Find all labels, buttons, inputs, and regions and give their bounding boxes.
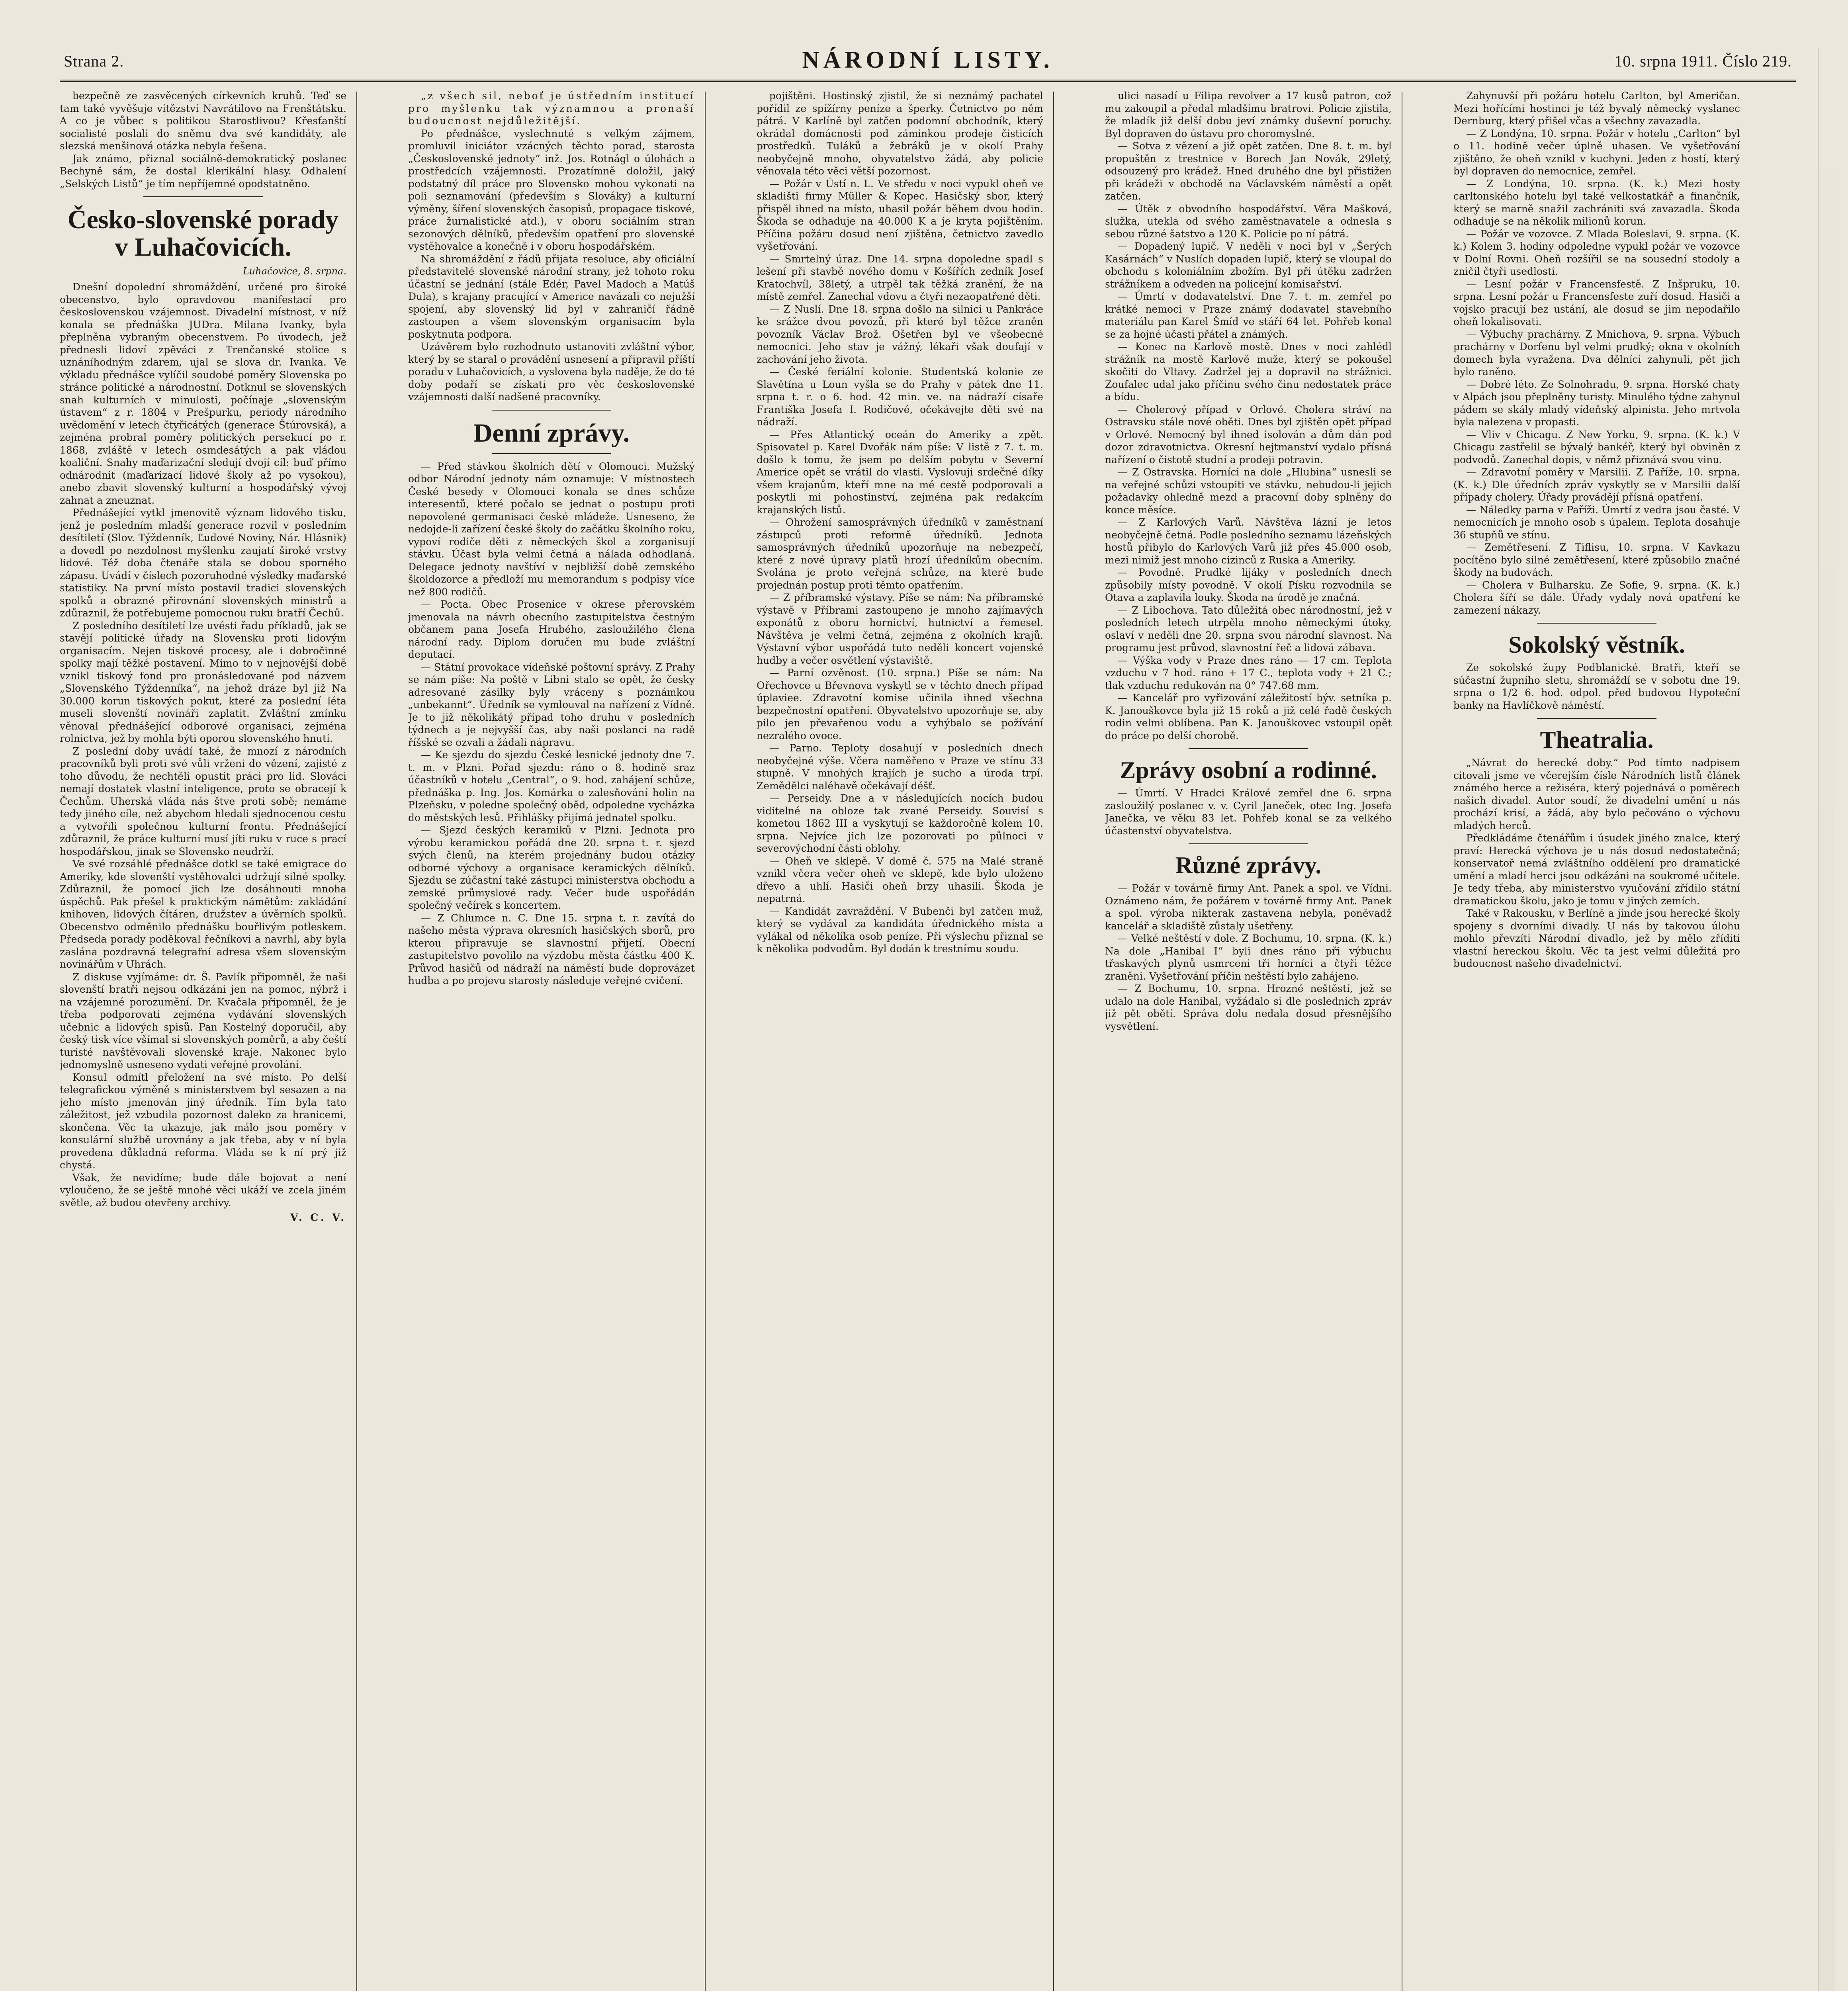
- news-item: — Dobré léto. Ze Solnohradu, 9. srpna. Horské chaty v Alpách jsou přeplněny turisty. Minulého týdne zahynul pádem se skály mladý vídeňský alpinista. Jeho mrtvola byla nalezena v propasti.: [1453, 378, 1740, 428]
- news-item: — Parno. Teploty dosahují v posledních dnech neobyčejné výše. Včera naměřeno v Praze ve stínu 33 stupně. V mnohých krajích je sucho a úroda trpí. Zemědělci naléhavě očekávají déšť.: [757, 742, 1043, 792]
- news-item: — Z Bochumu, 10. srpna. Hrozné neštěstí, jež se udalo na dole Hanibal, vyžádalo si dle posledních zpráv již pět obětí. Správa dolu nedala dosud přesnějšího vysvětlení.: [1105, 983, 1392, 1032]
- news-item: — Dopadený lupič. V neděli v noci byl v „Šerých Kasárnách“ v Nuslích dopaden lupič, který se vloupal do obchodu s koloniálním zbožím. Byl při útěku zadržen strážníkem a odveden na policejní komisařství.: [1105, 241, 1392, 290]
- divider: [492, 453, 611, 454]
- news-item: — Oheň ve sklepě. V domě č. 575 na Malé straně vznikl včera večer oheň ve sklepě, kde bylo uloženo dřevo a uhlí. Hasiči oheň brzy uhasili. Škoda je nepatrná.: [757, 855, 1043, 904]
- column-4: [1105, 90, 1392, 1991]
- news-item: — Cholera v Bulharsku. Ze Sofie, 9. srpna. (K. k.) Cholera šíří se dále. Úřady vydaly nová opatření ke zamezení nákazy.: [1453, 579, 1740, 616]
- news-item: — Z Ostravska. Horníci na dole „Hlubina“ usnesli se na veřejné schůzi vstoupiti ve stávku, nebudou-li jejich požadavky ohledně mezd a pracovní doby splněny do konce měsíce.: [1105, 466, 1392, 516]
- news-item: Také v Rakousku, v Berlíně a jinde jsou herecké školy spojeny s dvorními divadly. U nás by takovou úlohu mohlo převzíti Národní divadlo, jež by mělo zříditi vlastní hereckou školu. Věc ta jest velmi důležitá pro budoucnost našeho divadelnictví.: [1453, 907, 1740, 969]
- date-issue: 10. srpna 1911. Číslo 219.: [1614, 52, 1792, 70]
- news-item: Zahynuvší při požáru hotelu Carlton, byl Američan. Mezi hořícími hostinci je též byvalý německý vyslanec Dernburg, který přišel včas a všechny zavazadla.: [1453, 90, 1740, 127]
- news-item: pojištěni. Hostinský zjistil, že si neznámý pachatel pořídil ze spížírny peníze a šperky. Četnictvo po něm pátrá. V Karlíně byl zatčen podomní obchodník, který okrádal domácnosti pod záminkou prodeje čisticích prostředků. Tuláků a žebráků je v okolí Prahy neobyčejně mnoho, obyvatelstvo žádá, aby policie věnovala této věci větší pozornost.: [757, 90, 1043, 177]
- article-paragraph: Z diskuse vyjímáme: dr. Š. Pavlík připomněl, že naši slovenští bratři nejsou odkázáni jen na pomoc, nýbrž i na vzájemné porozumění. Dr. Kvačala připomněl, že je třeba podporovati zejména vydávání slovenských učebnic a lidových spisů. Pan Kostelný doporučil, aby český tisk více všímal si slovenských poměrů, a aby čeští turisté navštěvovali slovenské kraje. Nakonec bylo jednomyslně usneseno vydati veřejné provolání.: [60, 971, 346, 1071]
- article-paragraph: Uzávěrem bylo rozhodnuto ustanoviti zvláštní výbor, který by se staral o provádění usnesení a připravil příští poradu v Luhačovicích, a vyslovena byla naděje, že do té doby podaří se získati pro věc československé vzájemnosti další nadšené pracovníky.: [408, 341, 695, 403]
- article-paragraph: Jak známo, přiznal sociálně-demokratický poslanec Bechyně sám, že dostal klerikální hlasy. Odhalení „Selských Listů“ je tím nepříjemné opodstatněno.: [60, 153, 346, 190]
- divider: [1537, 623, 1656, 624]
- divider: [1537, 718, 1656, 719]
- page-header: [60, 44, 1796, 82]
- news-item: — Přes Atlantický oceán do Ameriky a zpět. Spisovatel p. Karel Dvořák nám píše: V listě z 7. t. m. došlo k tomu, že jsem po delším pobytu v Severní Americe opět se vrátil do vlasti. Vyslovuji srdečné díky všem krajanům, kteří mne na mé cestě podporovali a poskytli mi pohostinství, zejména pak redakcím krajanských listů.: [757, 428, 1043, 516]
- news-item: — Pocta. Obec Prosenice v okrese přerovském jmenovala na návrh obecního zastupitelstva čestným občanem pana Josefa Hrubého, zasloužilého člena národní rady. Diplom doručen mu bude zvláštní deputací.: [408, 598, 695, 661]
- author-signature: V. C. V.: [290, 1212, 346, 1224]
- dateline: Luhačovice, 8. srpna.: [242, 265, 346, 277]
- news-item: — Ohrožení samosprávných úředníků v zaměstnaní zástupců proti reformě úředníků. Jednota samosprávných úředníků upozorňuje na nebezpečí, které z nové úpravy platů hrozí úředníkům obecním. Svolána je proto veřejná schůze, na které bude projednán postup proti těmto opatřením.: [757, 516, 1043, 591]
- news-item: — Před stávkou školních dětí v Olomouci. Mužský odbor Národní jednoty nám oznamuje: V místnostech České besedy v Olomouci konala se dnes schůze interesentů, které počalo se jednat o postupu proti nepovolené germanisaci české mládeže. Usneseno, že nedojde-li zařízení české školy do začátku školního roku, vypoví rodiče děti z německých škol a zorganisují stávku. Účast byla velmi četná a nálada odhodlaná. Delegace jednoty navštíví v nejbližší době zemského školdozorce a předloží mu memorandum s podpisy více než 800 rodičů.: [408, 460, 695, 598]
- news-item: — Požár v Ústí n. L. Ve středu v noci vypukl oheň ve skladišti firmy Müller & Kopec. Hasičský sbor, který přispěl ihned na místo, uhasil požár během dvou hodin. Škoda se odhaduje na 40.000 K a je kryta pojištěním. Příčina požáru dosud není zjištěna, četnictvo zavedlo vyšetřování.: [757, 178, 1043, 252]
- column-rule: [705, 92, 706, 1991]
- news-item: — Útěk z obvodního hospodářství. Věra Mašková, služka, utekla od svého zaměstnavatele a odnesla s sebou různé šatstvo a 120 K. Policie po ní pátrá.: [1105, 203, 1392, 240]
- news-item: — Velké neštěstí v dole. Z Bochumu, 10. srpna. (K. k.) Na dole „Hanibal I“ byli dnes ráno při výbuchu třaskavých plynů usmrceni tři horníci a čtyři těžce zraněni. Vyšetřování příčin neštěstí bylo zahájeno.: [1105, 933, 1392, 982]
- article-paragraph: Z posledního desítiletí lze uvésti řadu příkladů, jak se stavějí politické úřady na Slovensku proti lidovým organisacím. Nejen tiskové procesy, ale i dobročinné spolky mají těžké postavení. Mimo to v nejnovější době vznikl tiskový fond pro pronásledované pod názvem „Slovenského Týždenníka“, na jehož dráze byl již Na 30.000 korun tiskových pokut, které za poslední léta museli slovenští novináři zaplatit. Zvláštní zmínku věnoval přednášející odborové organisaci, zejména rolnictva, jež by mohla býti oporou slovenského hnutí.: [60, 620, 346, 745]
- news-item: — České feriální kolonie. Studentská kolonie ze Slavětína u Loun vyšla se do Prahy v pátek dne 11. srpna t. r. o 6. hod. 42 min. ve. na nádraží císaře Františka Josefa I. Rodičové, očekávejte děti své na nádraží.: [757, 366, 1043, 428]
- section-heading: Denní zprávy.: [473, 418, 630, 448]
- news-item: — Náledky parna v Paříži. Úmrtí z vedra jsou časté. V nemocnicích je mnoho osob s úpalem. Teplota dosahuje 36 stupňů ve stínu.: [1453, 504, 1740, 541]
- news-item: — Zemětřesení. Z Tiflisu, 10. srpna. V Kavkazu pocítěno bylo silné zemětřesení, které způsobilo značné škody na budovách.: [1453, 542, 1740, 578]
- news-item: — Sjezd českých keramiků v Plzni. Jednota pro výrobu keramickou pořádá dne 20. srpna t. r. sjezd svých členů, na kterém projednány budou otázky odborné výchovy a organisace keramických dělníků. Sjezdu se zúčastní také zástupci ministerstva obchodu a zemské průmyslové rady. Večer bude uspořádán společný večírek s koncertem.: [408, 824, 695, 911]
- article-paragraph: Přednášející vytkl jmenovitě význam lidového tisku, jenž je posledním mladší generace rozvil v posledním desítiletí (Slov. Týždenník, Ľudové Noviny, Nár. Hlásnik) a dovedl po nezdolnost myšlenku zaujatí široké vrstvy lidové. Též doba čtenáře stala se dobou sporného zápasu. Uvádí v číslech pozoruhodné výsledky maďarské statistiky. Na první místo postavil tradici slovenských spolků a obrazné přirovnání slovenských ministrů a zdůraznil, že potřebujeme pomocnou ruku bratří Čechů.: [60, 507, 346, 619]
- page-number: Strana 2.: [64, 52, 124, 70]
- article-paragraph: Na shromáždění z řádů přijata resoluce, aby oficiální představitelé slovenské národní strany, jež tohoto roku účastní se jednání (stále Edér, Pavel Madoch a Matúš Dula), s krajany pracující v Americe navázali co nejužší spojení, aby slovenský lid byl v zahraničí řádně zastoupen a všem slovenským organisacím byla poskytnuta podpora.: [408, 253, 695, 340]
- column-rule: [1053, 92, 1054, 1991]
- column-rule: [356, 92, 357, 1991]
- article-paragraph: „z všech sil, neboť je ústředním institucí pro myšlenku tak významnou a pronaší budoucnost nejdůležitější.: [408, 90, 695, 127]
- news-item: Ze sokolské župy Podblanické. Bratři, kteří se súčastní župního sletu, shromáždí se v sobotu dne 19. srpna o 1/2 6. hod. odpol. před budovou Hypoteční banky na Havlíčkově náměstí.: [1453, 662, 1740, 711]
- news-item: — Konec na Karlově mostě. Dnes v noci zahlédl strážník na mostě Karlově muže, který se pokoušel skočiti do Vltavy. Zadržel jej a dopravil na strážnici. Zoufalec udal jako příčinu svého činu nedostatek práce a bídu.: [1105, 341, 1392, 403]
- news-item: — Výbuchy prachárny. Z Mnichova, 9. srpna. Výbuch prachárny v Dorfenu byl velmi prudký; okna v okolních domech byla vyražena. Dva dělníci zahynuli, pět jich bylo raněno.: [1453, 328, 1740, 377]
- news-item: ulici nasadí u Filipa revolver a 17 kusů patron, což mu zakoupil a předal mladšímu bratrovi. Policie zjistila, že mladík již delší dobu jeví známky duševní poruchy. Byl dopraven do ústavu pro choromyslné.: [1105, 90, 1392, 139]
- section-heading: Sokolský věstník.: [1508, 632, 1685, 658]
- divider: [492, 410, 611, 411]
- news-item: — Vliv v Chicagu. Z New Yorku, 9. srpna. (K. k.) V Chicagu zastřelil se bývalý bankéř, který byl obviněn z podvodů. Zanechal dopis, v němž přiznává svou vinu.: [1453, 428, 1740, 465]
- divider: [1189, 748, 1308, 749]
- news-item: Předkládáme čtenářům i úsudek jiného znalce, který praví: Herecká výchova je u nás dosud nedostatečná; konservatoř nemá zvláštního oddělení pro dramatické umění a mladí herci jsou odkázáni na soukromé učitele. Je tedy třeba, aby ministerstvo vyučování zřídilo státní dramatickou školu, jako je tomu v jiných zemích.: [1453, 832, 1740, 907]
- news-item: — Smrtelný úraz. Dne 14. srpna dopoledne spadl s lešení při stavbě nového domu v Košířích zedník Josef Kratochvíl, 38letý, a utrpěl tak těžká zranění, že na místě zemřel. Zanechal vdovu a čtyři nezaopatřené děti.: [757, 253, 1043, 302]
- section-heading: Theatralia.: [1540, 727, 1654, 753]
- news-item: — Perseidy. Dne a v následujících nocích budou viditelné na obloze tak zvané Perseidy. Souvisí s kometou 1862 III a vyskytují se každoročně kolem 10. srpna. Nejvíce jich lze pozorovati po půlnoci v severovýchodní části oblohy.: [757, 792, 1043, 854]
- news-item: — Výška vody v Praze dnes ráno — 17 cm. Teplota vzduchu v 7 hod. ráno + 17 C., teplota vody + 21 C.; tlak vzduchu redukován na 0° 747.68 mm.: [1105, 654, 1392, 691]
- article-paragraph: Konsul odmítl přeložení na své místo. Po delší telegrafickou výměně s ministerstvem byl sesazen a na jeho místo jmenován jiný úředník. Tím byla tato záležitost, jež vzbudila pozornost daleko za hranicemi, skončena. Věc ta ukazuje, jak málo jsou poměry v konsulární službě urovnány a jak třeba, aby v ní byla provedena důkladná reforma. Vláda se k ní prý již chystá.: [60, 1071, 346, 1171]
- news-item: — Povodně. Prudké lijáky v posledních dnech způsobily místy povodně. V okolí Písku rozvodnila se Otava a zaplavila louky. Škoda na úrodě je značná.: [1105, 567, 1392, 603]
- news-item: — Z Londýna, 10. srpna. Požár v hotelu „Carlton“ byl o 11. hodině večer úplně uhasen. Ve vyšetřování zjištěno, že oheň vznikl v kuchyni. Jeden z hostí, který byl dopraven do nemocnice, zemřel.: [1453, 127, 1740, 177]
- news-item: — Z Chlumce n. C. Dne 15. srpna t. r. zavítá do našeho města výprava okresních hasičských sborů, pro kterou připravuje se slavnostní přijetí. Obecní zastupitelstvo povolilo na výzdobu města částku 400 K. Průvod hasičů od nádraží na náměstí bude doprovázet hudba a po projevu starosty následuje veřejné cvičení.: [408, 912, 695, 987]
- divider: [143, 196, 263, 197]
- article-paragraph: Dnešní dopolední shromáždění, určené pro široké obecenstvo, bylo opravdovou manifestací pro československou vzájemnost. Divadelní místnost, v níž konala se přednáška JUDra. Milana Ivanky, byla přeplněna vybraným obecenstvem. Po úvodech, jež přednesli lidoví zpěváci z Trenčanské stolice s uznáníhodným zdarem, ujal se slova dr. Ivanka. Ve výkladu přednášce vylíčil soudobé poměry Slovenska po stránce politické a národnostní. Dotknul se slovenských snah kulturních v minulosti, počínaje „slovenským ústavem“ z r. 1804 v Prešpurku, periody národního uvědomění v letech čtyřicátých (generace Štúrovská), a zejména probral poměry politických persekucí po r. 1868, zvláště v letech osmdesátých a pak vládou koaliční. Snahy maďarizační sledují dvojí cíl: buď přímo odnárodnit (maďarizací lidové školy až po vysokou), anebo zbavit slovenský kulturní a hospodářský vývoj zahnat a zneuznat.: [60, 281, 346, 506]
- masthead-title: NÁRODNÍ LISTY.: [802, 47, 1054, 73]
- news-item: — Úmrtí. V Hradci Králové zemřel dne 6. srpna zasloužilý poslanec v. v. Cyril Janeček, otec Ing. Josefa Janečka, ve věku 83 let. Pohřeb konal se za velkého účastenství obyvatelstva.: [1105, 787, 1392, 837]
- divider: [1189, 843, 1308, 844]
- news-item: — Kandidát zavraždění. V Bubenči byl zatčen muž, který se vydával za kandidáta úřednického místa a vylákal od několika osob peníze. Při výslechu přiznal se k několika podvodům. Byl dodán k trestnímu soudu.: [757, 905, 1043, 954]
- news-item: — Požár v továrně firmy Ant. Panek a spol. ve Vídni. Oznámeno nám, že požárem v továrně firmy Ant. Panek a spol. výroba nikterak zastavena nebyla, poněvadž kancelář a skladiště zůstaly ušetřeny.: [1105, 882, 1392, 932]
- news-item: — Z příbramské výstavy. Píše se nám: Na příbramské výstavě v Příbrami zastoupeno je mnoho zajímavých exponátů z oboru hornictví, hutnictví a řemesel. Návštěva je velmi četná, zejména z okolních krajů. Výstavní výbor uspořádá tuto neděli koncert vojenské hudby a večer osvětlení výstaviště.: [757, 592, 1043, 666]
- article-paragraph: Po přednášce, vyslechnuté s velkým zájmem, promluvil iniciátor vzácných těchto porad, starosta „Československé jednoty“ inž. Jos. Rotnágl o úlohách a prostředcích vzájemnosti. Prozatímně doložil, jaký podstatný díl práce pro Slovensko mohou vykonati na poli seznamování (především s Slováky) a kulturní výměny, šíření slovenských časopisů, propagace tiskové, práce žurnalistické atd.), v oboru sociálním stran sezonových dělníků, především opatření pro slovenské vystěhovalce a konečně i v oboru hospodářském.: [408, 127, 695, 252]
- column-1: [60, 90, 346, 1991]
- section-heading: Zprávy osobní a rodinné.: [1120, 757, 1377, 783]
- column-2: [408, 90, 695, 1991]
- news-item: — Ke sjezdu do sjezdu České lesnické jednoty dne 7. t. m. v Plzni. Pořad sjezdu: ráno o 8. hodině sraz účastníků v hotelu „Central“, o 9. hod. zahájení schůze, přednáška p. Ing. Jos. Komárka o zalesňování holin na Plzeňsku, v poledne společný oběd, odpoledne vycházka do městských lesů. Přihlášky přijímá jednatel spolku.: [408, 749, 695, 823]
- article-paragraph: Ve své rozsáhlé přednášce dotkl se také emigrace do Ameriky, kde slovenští vystěhovalci udržují silné spolky. Zdůraznil, že pomocí jich lze dosáhnouti mnoha úspěchů. Pak přešel k praktickým námětům: zakládání knihoven, lidových čítáren, družstev a úvěrních spolků. Obecenstvo odměnilo přednášku bouřlivým potleskem. Předseda porady poděkoval řečníkovi a navrhl, aby byla zaslána pozdravná telegrafní adresa všem slovenským novinářům v Uhrách.: [60, 858, 346, 970]
- news-item: — Státní provokace vídeňské poštovní správy. Z Prahy se nám píše: Na poště v Libni stalo se opět, že česky adresované zásilky byly vráceny s poznámkou „unbekannt“. Úředník se vymlouval na nařízení z Vídně. Je to již několikátý případ toho druhu v posledních týdnech a je nejvyšší čas, aby naši poslanci na radě říšské se ozvali a žádali nápravu.: [408, 661, 695, 748]
- news-item: — Parní ozvěnost. (10. srpna.) Píše se nám: Na Ořechovce u Břevnova vyskytl se v těchto dnech případ úplaviee. Zdravotní komise učinila ihned všechna bezpečnostní opatření. Obyvatelstvo upozorňuje se, aby pilo jen převařenou vodu a vyhýbalo se požívání nezralého ovoce.: [757, 667, 1043, 741]
- news-item: — Z Nuslí. Dne 18. srpna došlo na silnici u Pankráce ke srážce dvou povozů, při které byl těžce zraněn povozník Václav Brož. Ošetřen byl ve všeobecné nemocnici. Jeho stav je vážný, lékaři však doufají v zachování jeho života.: [757, 303, 1043, 365]
- section-heading: Různé zprávy.: [1175, 852, 1322, 878]
- article-paragraph: Však, že nevidíme; bude dále bojovat a není vyloučeno, že se ještě mnohé věci ukáží ve zcela jiném světle, až budou otevřeny archivy.: [60, 1172, 346, 1209]
- article-paragraph: bezpečně ze zasvěcených církevních kruhů. Teď se tam také vyvěšuje vítězství Navrátilovo na Frenštátsku. A co je vůbec s politikou Starostlivou? Křesťanští socialisté poslali do sněmu dva své kandidáty, ale slezská menšinová otázka nebyla řešena.: [60, 90, 346, 152]
- news-item: — Lesní požár v Francensfestě. Z Inšpruku, 10. srpna. Lesní požár u Francensfeste zuří dosud. Hasiči a vojsko pracují bez ustání, ale dosud se jim nepodařilo oheň lokalisovati.: [1453, 278, 1740, 327]
- news-item: — Cholerový případ v Orlové. Cholera stráví na Ostravsku stále nové oběti. Dnes byl zjištěn opět případ v Orlové. Nemocný byl ihned isolován a dům dán pod dozor zdravotnictva. Okresní hejtmanství vydalo přísná nařízení o čistotě studní a prodeji potravin.: [1105, 403, 1392, 465]
- adjacent-page-edge: [1818, 48, 1835, 1991]
- column-3: [757, 90, 1043, 1991]
- news-item: — Z Karlových Varů. Návštěva lázní je letos neobyčejně četná. Podle posledního seznamu lázeňských hostů přibylo do Karlových Varů již přes 45.000 osob, mezi nimiž jest mnoho cizinců z Ruska a Ameriky.: [1105, 516, 1392, 566]
- article-paragraph: Z poslední doby uvádí také, že mnozí z národních pracovníků byli proti své vůli vrženi do vězení, zajisté z toho důvodu, že nechtěli opustit práci pro lid. Slováci nemají dostatek vlastní inteligence, proto se obracejí k Čechům. Uherská vláda nás štve proti sobě; nemáme tedy jiného cíle, než abychom hledali sjednocenou cestu a vytvořili společnou kulturní frontu. Přednášející zdůraznil, že práce kulturní musí jíti ruku v ruce s prací hospodářskou, jinak se Slovensko neudrží.: [60, 745, 346, 857]
- news-item: — Úmrtí v dodavatelství. Dne 7. t. m. zemřel po krátké nemoci v Praze známý dodavatel stavebního materiálu pan Karel Šmíd ve stáří 64 let. Pohřeb konal se za hojné účasti přátel a známých.: [1105, 291, 1392, 340]
- news-item: „Návrat do herecké doby.“ Pod tímto nadpisem citovali jsme ve včerejším čísle Národních listů článek známého herce a režiséra, který pojednává o poměrech našich divadel. Autor soudí, že divadelní umění u nás prochází krisí, a žádá, aby bylo pečováno o výchovu mladých herců.: [1453, 757, 1740, 831]
- news-item: — Požár ve vozovce. Z Mlada Boleslavi, 9. srpna. (K. k.) Kolem 3. hodiny odpoledne vypukl požár ve vozovce v Dolní Rovni. Oheň rozšířil se na sousední stodoly a zničil čtyři usedlosti.: [1453, 228, 1740, 277]
- news-item: — Zdravotní poměry v Marsilii. Z Paříže, 10. srpna. (K. k.) Dle úředních zpráv vyskytly se v Marsilii další případy cholery. Úřady provádějí přísná opatření.: [1453, 466, 1740, 503]
- article-heading: Česko-slovenské porady v Luhačovicích.: [67, 205, 339, 262]
- news-item: — Z Londýna, 10. srpna. (K. k.) Mezi hosty carltonského hotelu byl také velkostatkář a finančník, který se marně snažil zachrániti svá zavazadla. Škoda odhaduje se na několik milionů korun.: [1453, 178, 1740, 227]
- column-5: [1453, 90, 1740, 1991]
- news-item: — Z Libochova. Tato důležitá obec národnostní, jež v posledních letech utrpěla mnoho německými útoky, oslaví v neděli dne 20. srpna svou národní slavnost. Na programu jest průvod, slavnostní řeč a lidová zábava.: [1105, 604, 1392, 653]
- news-item: — Sotva z vězení a již opět zatčen. Dne 8. t. m. byl propuštěn z trestnice v Borech Jan Novák, 29letý, odsouzený pro krádež. Hned druhého dne byl přistižen při krádeži v obchodě na Václavském náměstí a opět zatčen.: [1105, 140, 1392, 202]
- news-item: — Kancelář pro vyřizování záležitostí býv. setníka p. K. Janouškovce byla již 15 roků a již celé řadě českých rodin velmi oblíbena. Pan K. Janouškovec vstoupil opět do práce po delší chorobě.: [1105, 692, 1392, 741]
